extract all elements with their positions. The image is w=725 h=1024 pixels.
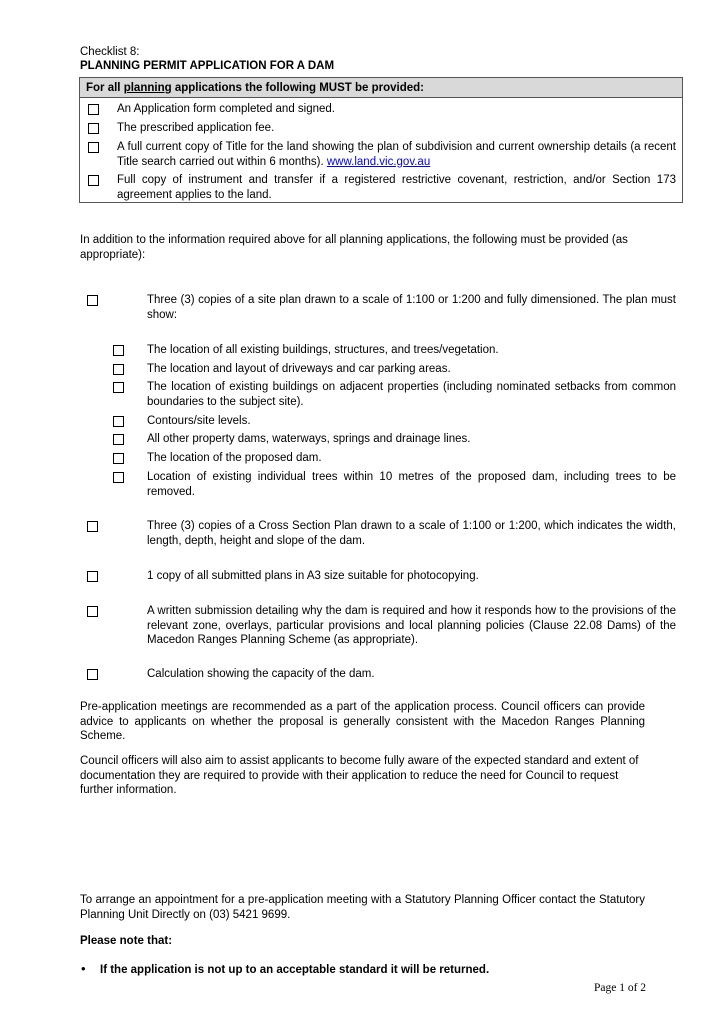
item-text: Three (3) copies of a Cross Section Plan drawn to a scale of 1:100 or 1:200, which indicates the width, length, depth, height and slope of the dam. bbox=[147, 520, 676, 547]
note-bullet-text: If the application is not up to an acceptable standard it will be returned. bbox=[100, 964, 490, 976]
bullet-icon: • bbox=[81, 961, 86, 976]
land-vic-link[interactable]: www.land.vic.gov.au bbox=[326, 155, 431, 168]
checkbox-adjacent-buildings[interactable] bbox=[113, 382, 124, 393]
checkbox-covenant[interactable] bbox=[88, 175, 99, 186]
note-heading: Please note that: bbox=[80, 935, 173, 947]
item-text: The location and layout of driveways and car parking areas. bbox=[147, 363, 451, 375]
checkbox-contours[interactable] bbox=[113, 416, 124, 427]
page-number: Page 1 of 2 bbox=[594, 982, 647, 994]
council-assist-paragraph: Council officers will also aim to assist applicants to become fully aware of the expected standard and extent of documentation they are required to provide with their application to reduce the need for Council to request further information. bbox=[80, 755, 639, 796]
mandatory-requirements-box bbox=[79, 77, 683, 203]
appointment-paragraph: To arrange an appointment for a pre-application meeting with a Statutory Planning Officer contact the Statutory Planning Unit Directly on (03) 5421 9699. bbox=[80, 894, 645, 921]
item-text: A full current copy of Title for the land showing the plan of subdivision and current ownership details (a recent Title search carried out within 6 months). www.land.vic.gov.au bbox=[117, 141, 676, 168]
item-text: A written submission detailing why the dam is required and how it responds how to the provisions of the relevant zone, overlays, particular provisions and local planning policies (Clause 22.08 Dams) of the Macedon Ranges Planning Scheme (as appropriate). bbox=[147, 605, 676, 646]
item-text: The location of existing buildings on adjacent properties (including nominated setbacks from common boundaries to the subject site). bbox=[147, 381, 676, 408]
item-text: 1 copy of all submitted plans in A3 size suitable for photocopying. bbox=[147, 570, 479, 582]
checklist-number: Checklist 8: bbox=[80, 46, 140, 58]
item-text: Three (3) copies of a site plan drawn to a scale of 1:100 or 1:200 and fully dimensioned. The plan must show: bbox=[147, 294, 676, 321]
checkbox-proposed-dam[interactable] bbox=[113, 453, 124, 464]
checkbox-trees[interactable] bbox=[113, 472, 124, 483]
item-text: The prescribed application fee. bbox=[117, 122, 275, 134]
item-text: Full copy of instrument and transfer if a registered restrictive covenant, restriction, and/or Section 173 agreement applies to the land. bbox=[117, 174, 676, 201]
checkbox-a3-copy[interactable] bbox=[87, 571, 98, 582]
item-text: Contours/site levels. bbox=[147, 415, 251, 427]
item-text: The location of the proposed dam. bbox=[147, 452, 322, 464]
document-title: PLANNING PERMIT APPLICATION FOR A DAM bbox=[80, 60, 335, 72]
item-text: An Application form completed and signed. bbox=[117, 103, 335, 115]
checkbox-title-copy[interactable] bbox=[88, 142, 99, 153]
checkbox-dam-capacity[interactable] bbox=[87, 669, 98, 680]
checkbox-driveways[interactable] bbox=[113, 364, 124, 375]
mandatory-requirements-heading: For all planning applications the following MUST be provided: bbox=[80, 78, 682, 98]
item-text: The location of all existing buildings, structures, and trees/vegetation. bbox=[147, 344, 499, 356]
checkbox-application-form[interactable] bbox=[88, 104, 99, 115]
checkbox-cross-section[interactable] bbox=[87, 521, 98, 532]
item-text: Location of existing individual trees within 10 metres of the proposed dam, including trees to be removed. bbox=[147, 471, 676, 498]
checkbox-written-submission[interactable] bbox=[87, 606, 98, 617]
pre-application-paragraph: Pre-application meetings are recommended as a part of the application process. Council officers can provide advice to applicants on whether the proposal is generally consistent with the Macedon Ranges Planning Scheme. bbox=[80, 701, 645, 742]
item-text: Calculation showing the capacity of the dam. bbox=[147, 668, 375, 680]
intro-text: In addition to the information required above for all planning applications, the following must be provided (as appropriate): bbox=[80, 234, 628, 261]
item-text: All other property dams, waterways, springs and drainage lines. bbox=[147, 433, 471, 445]
checkbox-waterways[interactable] bbox=[113, 434, 124, 445]
checkbox-existing-buildings[interactable] bbox=[113, 345, 124, 356]
checkbox-site-plan[interactable] bbox=[87, 295, 98, 306]
checkbox-application-fee[interactable] bbox=[88, 123, 99, 134]
